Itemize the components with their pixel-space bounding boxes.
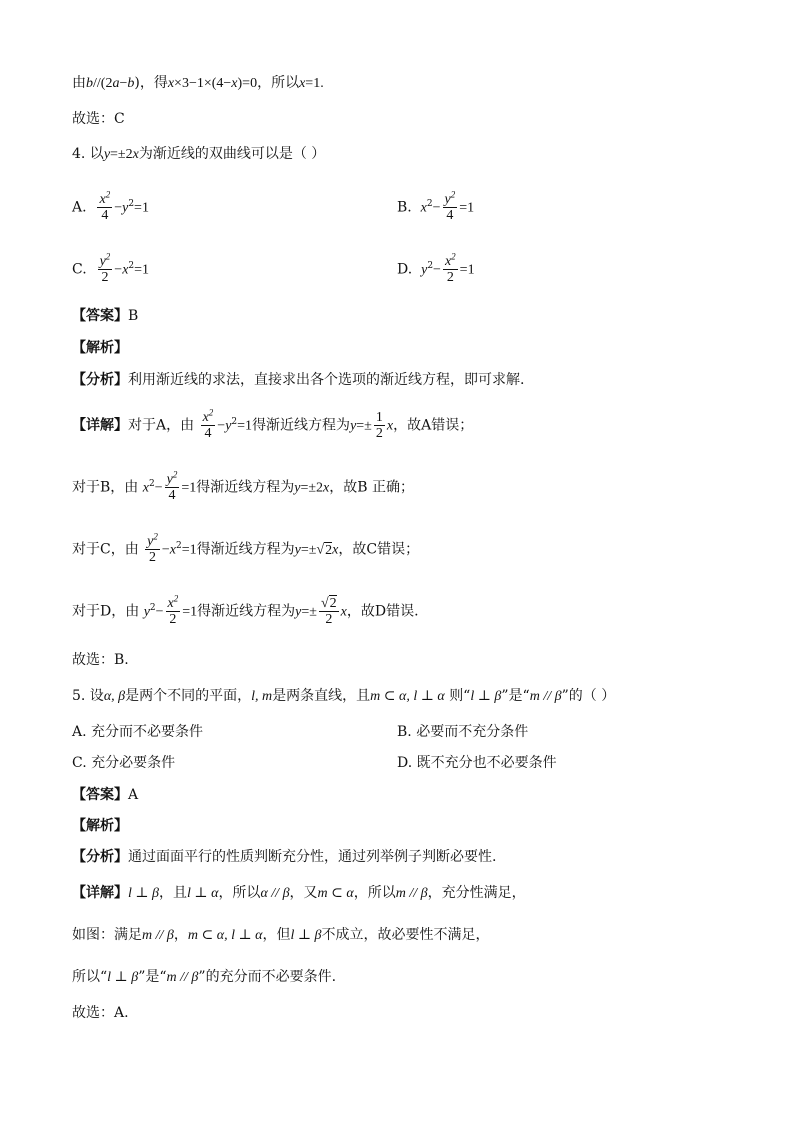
vec-b: b [86,76,93,91]
detail-label: 【详解】 [72,417,128,434]
text: 是两条直线，且 [272,688,371,704]
text: )=0，所以 [237,76,300,91]
option-label: C. [72,261,87,278]
text: 所以“ [72,969,108,985]
option-a: A. $\frac{x^2}{4}$ $-y^2=1$ [72,189,149,223]
analysis-5 [72,847,496,867]
question-5: 5. 设α, β是两个不同的平面，l, m是两条直线，且m ⊂ α, l ⊥ α 则“l ⊥ β”是“m // β”的（ ） [72,688,616,704]
analysis-label: 【分析】 [72,849,128,865]
text: //(2 [93,76,113,91]
text: 则“ [449,688,471,704]
text: − [119,76,128,91]
option-5d: D. 既不充分也不必要条件 [397,755,557,771]
text: ，但 [262,927,291,943]
text: 5. 设 [72,688,104,704]
text: 得渐近线方程为 [252,417,351,434]
text: 通过面面平行的性质判断充分性，通过列举例子判断必要性. [128,849,497,865]
var: x [299,76,306,91]
text: 4. 以 [72,146,104,162]
answer-5 [72,785,138,805]
answer-4 [72,306,138,326]
text: ，故A错误； [393,417,474,434]
option-5b: B. 必要而不充分条件 [397,724,529,740]
option-label: D. [397,261,413,278]
text: 如图：满足 [72,927,142,943]
text: ，又 [289,885,318,901]
text: ，故B 正确； [329,479,415,496]
text: ”的充分而不必要条件. [198,969,337,985]
text: ， [173,927,188,943]
vec-a: a [112,76,120,91]
text: 得渐近线方程为 [197,603,296,620]
text: 对于C，由 [72,541,139,558]
option-5a: A. 充分而不必要条件 [72,724,204,740]
text: 对于A，由 [128,417,195,434]
text: ”的（ ） [561,688,616,704]
text: 由 [72,75,86,91]
text: ，充分性满足， [427,885,526,901]
option-5c: C. 充分必要条件 [72,755,176,771]
fraction: $\frac{x^2}{2}$ [444,251,456,285]
text: =1. [305,76,324,91]
text: ”是“ [501,688,530,704]
answer-value: A [128,787,139,803]
detail-4a: 【详解】对于A，由 $\frac{x^2}{4}$ $-y^2=1$得渐近线方程为y=± $\frac{1}{2}$ x，故A错误； [72,407,474,441]
analysis-label: 【分析】 [72,372,128,388]
answer-line-4: 故选：B. [72,652,129,668]
option-label: B. [397,199,412,216]
analysis-4 [72,370,524,390]
detail-4c: 对于C，由 $\frac{y^2}{2}$ $-x^2=1$得渐近线方程为y=±√2x，故C错误； [72,531,420,565]
var: x [231,76,238,91]
text: 利用渐近线的求法，直接求出各个选项的渐近线方程，即可求解. [128,372,525,388]
answer-line-5: 故选：A. [72,1005,129,1021]
text: ×3−1×(4− [174,76,232,91]
conclusion-5: 所以“l ⊥ β”是“m // β”的充分而不必要条件. [72,969,337,985]
text: =±2 [110,147,133,162]
text: 为渐近线的双曲线可以是（ ） [138,146,326,162]
vec-b: b [127,76,135,91]
fraction: $\frac{x^2}{4}$ [99,189,111,223]
line-vector-solution [72,73,324,94]
option-label: A. [72,199,87,216]
text: )，得 [134,75,168,91]
text: 对于B，由 [72,479,139,496]
answer-line: 故选：C [72,111,125,127]
detail-4d: 对于D，由 $y^2-$ $\frac{x^2}{2}$ =1得渐近线方程为y=± $\frac{√2}{2}$ x，故D错误. [72,593,419,627]
var: x [132,147,139,162]
text: 对于D，由 [72,603,140,620]
detail-4b: 对于B，由 $x^2-$ $\frac{y^2}{4}$ =1得渐近线方程为y=±2x，故B 正确； [72,469,415,503]
answer-tag: 【答案】 [72,787,128,803]
text: ，所以 [353,885,396,901]
analysis-tag: 【解析】 [72,340,128,356]
option-b: B. $x^2-$ $\frac{y^2}{4}$ =1 [397,189,475,223]
text: ，且 [159,885,188,901]
detail-5: 【详解】l ⊥ β，且l ⊥ α，所以α // β，又m ⊂ α，所以m // β，充分性满足， [72,885,526,901]
detail-label: 【详解】 [72,885,128,901]
answer-tag: 【答案】 [72,308,128,324]
figure-note-5: 如图：满足m // β，m ⊂ α, l ⊥ α，但l ⊥ β不成立，故必要性不满足， [72,927,490,943]
text: 得渐近线方程为 [196,479,295,496]
var: x [167,76,175,91]
text: ”是“ [138,969,167,985]
var: y [103,147,111,162]
fraction: $\frac{y^2}{2}$ [99,251,111,285]
text: ，所以 [218,885,261,901]
text: 得渐近线方程为 [196,541,295,558]
option-c: C. $\frac{y^2}{2}$ $-x^2=1$ [72,251,150,285]
question-4 [72,144,325,165]
text: 是两个不同的平面， [125,688,252,704]
fraction: $\frac{y^2}{4}$ [444,189,456,223]
option-d: D. $y^2-$ $\frac{x^2}{2}$ =1 [397,251,475,285]
text: 不成立，故必要性不满足， [321,927,490,943]
text: ，故D错误. [346,603,419,620]
answer-value: B [128,308,139,324]
text: ，故C错误； [338,541,420,558]
analysis-tag-5: 【解析】 [72,818,128,834]
